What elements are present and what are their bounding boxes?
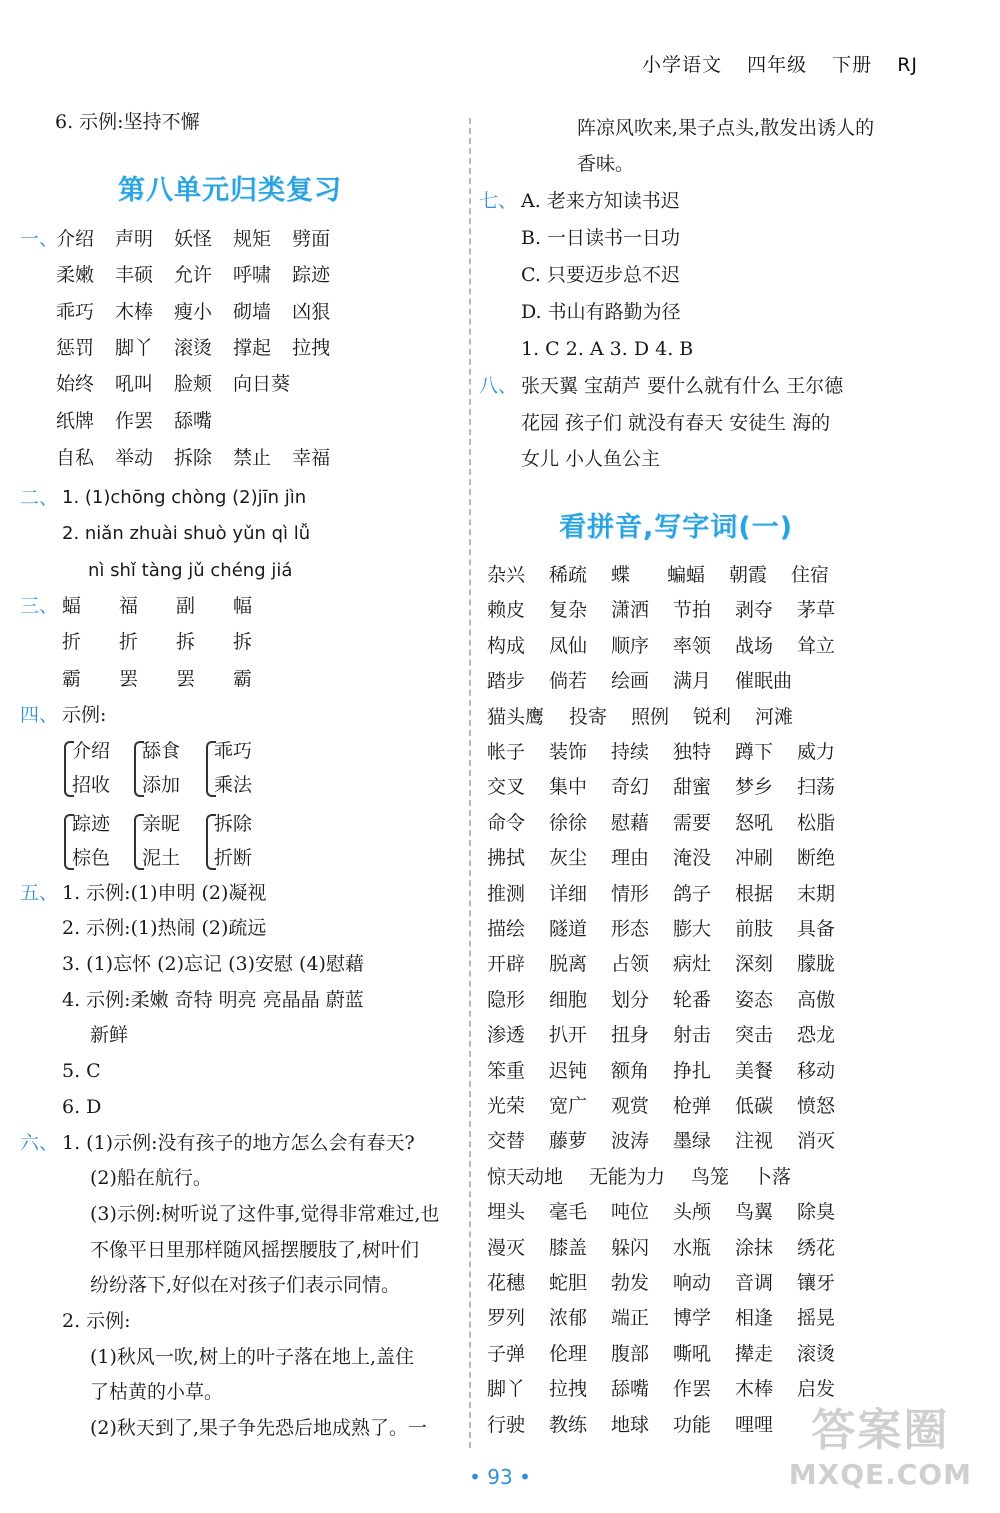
q6-line-6: 2. 示例: xyxy=(62,1310,131,1332)
pinyin-word: 水瓶 xyxy=(673,1237,712,1259)
pinyin-word: 命令 xyxy=(487,812,526,834)
q5-line-6: 6. D xyxy=(62,1096,102,1118)
pinyin-word: 怒吼 xyxy=(735,812,774,834)
pinyin-word: 拉拽 xyxy=(549,1378,588,1400)
q1-word: 踪迹 xyxy=(292,264,331,286)
q4-word: 乘法 xyxy=(214,774,253,796)
q1-word: 纸牌 xyxy=(56,410,95,432)
pinyin-word: 墨绿 xyxy=(673,1130,712,1152)
pinyin-word: 率领 xyxy=(673,635,712,657)
pinyin-word: 根据 xyxy=(735,883,774,905)
pinyin-word: 漫灭 xyxy=(487,1237,526,1259)
q5-line-5: 5. C xyxy=(62,1060,101,1082)
q4-intro: 示例: xyxy=(62,704,107,726)
pinyin-word: 行驶 xyxy=(487,1414,526,1436)
q6-line-1: 1. (1)示例:没有孩子的地方怎么会有春天? xyxy=(62,1132,415,1154)
q6-line-9: (2)秋天到了,果子争先恐后地成熟了。一 xyxy=(90,1417,427,1439)
pinyin-word: 开辟 xyxy=(487,953,526,975)
pinyin-word: 河滩 xyxy=(755,706,794,728)
section-title-pinyin-words: 看拼音,写字词(一) xyxy=(559,512,793,543)
question-label-6: 六、 xyxy=(20,1132,59,1154)
pinyin-word: 鸽子 xyxy=(673,883,712,905)
q7-line-5: 1. C 2. A 3. D 4. B xyxy=(521,338,694,360)
q4-word: 添加 xyxy=(142,774,181,796)
pinyin-word: 高傲 xyxy=(797,989,836,1011)
question-label-7: 七、 xyxy=(479,190,518,212)
continuation-line-2: 香味。 xyxy=(577,153,635,175)
question-label-3: 三、 xyxy=(20,595,59,617)
pinyin-word: 藤萝 xyxy=(549,1130,588,1152)
pinyin-word: 持续 xyxy=(611,741,650,763)
q6-line-8: 了枯黄的小草。 xyxy=(90,1381,224,1403)
pinyin-word: 博学 xyxy=(673,1307,712,1329)
pinyin-word: 朝霞 xyxy=(729,564,768,586)
pinyin-word: 奇幻 xyxy=(611,776,650,798)
q1-word: 惩罚 xyxy=(56,337,95,359)
pinyin-word: 前肢 xyxy=(735,918,774,940)
q3-char: 罢 xyxy=(119,668,139,690)
q1-word: 允许 xyxy=(174,264,213,286)
pinyin-word: 突击 xyxy=(735,1024,774,1046)
q1-word: 向日葵 xyxy=(233,373,291,395)
q4-word: 泥土 xyxy=(142,847,181,869)
q4-word: 棕色 xyxy=(72,847,111,869)
q5-line-1: 1. 示例:(1)申明 (2)凝视 xyxy=(62,882,267,904)
pinyin-word: 冲刷 xyxy=(735,847,774,869)
pinyin-word: 光荣 xyxy=(487,1095,526,1117)
q1-word: 拉拽 xyxy=(292,337,331,359)
q1-row xyxy=(56,407,233,435)
q1-word: 自私 xyxy=(56,447,95,469)
pinyin-word: 深刻 xyxy=(735,953,774,975)
question-label-4: 四、 xyxy=(20,704,59,726)
pinyin-word: 扫荡 xyxy=(797,776,836,798)
pinyin-word: 伦理 xyxy=(549,1343,588,1365)
section-title-unit8: 第八单元归类复习 xyxy=(118,175,342,206)
q3-char: 霸 xyxy=(62,668,82,690)
q4-word: 踪迹 xyxy=(72,813,111,835)
pinyin-word: 消灭 xyxy=(797,1130,836,1152)
pinyin-word: 镶牙 xyxy=(797,1272,836,1294)
pinyin-word: 猫头鹰 xyxy=(487,706,545,728)
pinyin-word: 摇晃 xyxy=(797,1307,836,1329)
q1-word: 舔嘴 xyxy=(174,410,213,432)
q1-row xyxy=(56,225,351,253)
pinyin-word: 装饰 xyxy=(549,741,588,763)
pinyin-word: 茅草 xyxy=(797,599,836,621)
q1-word: 呼啸 xyxy=(233,264,272,286)
pinyin-word: 交叉 xyxy=(487,776,526,798)
q5-line-2: 2. 示例:(1)热闹 (2)疏远 xyxy=(62,917,267,939)
pinyin-word: 松脂 xyxy=(797,812,836,834)
pinyin-word: 额角 xyxy=(611,1060,650,1082)
q1-row xyxy=(56,298,351,326)
answer-item-6: 6. 示例:坚持不懈 xyxy=(55,111,200,133)
pinyin-word: 相逢 xyxy=(735,1307,774,1329)
q5-line-4: 4. 示例:柔嫩 奇特 明亮 亮晶晶 蔚蓝 xyxy=(62,989,364,1011)
page-number: • 93 • xyxy=(469,1465,531,1489)
q4-word: 舔食 xyxy=(142,740,181,762)
q1-word: 丰硕 xyxy=(115,264,154,286)
pinyin-word: 蝶 xyxy=(611,564,631,586)
pinyin-word: 哩哩 xyxy=(735,1414,774,1436)
q1-word: 劈面 xyxy=(292,228,331,250)
pinyin-word: 蹲下 xyxy=(735,741,774,763)
pinyin-word: 需要 xyxy=(673,812,712,834)
pinyin-word: 甜蜜 xyxy=(673,776,712,798)
pinyin-word: 腹部 xyxy=(611,1343,650,1365)
pinyin-word: 头颅 xyxy=(673,1201,712,1223)
pinyin-word: 满月 xyxy=(673,670,712,692)
pinyin-word: 细胞 xyxy=(549,989,588,1011)
watermark-logo xyxy=(789,1394,972,1491)
q1-row xyxy=(56,370,311,398)
pinyin-word: 教练 xyxy=(549,1414,588,1436)
pinyin-word: 笨重 xyxy=(487,1060,526,1082)
q6-line-4: 不像平日里那样随风摇摆腰肢了,树叶们 xyxy=(90,1239,420,1261)
q1-word: 举动 xyxy=(115,447,154,469)
q5-line-3: 3. (1)忘怀 (2)忘记 (3)安慰 (4)慰藉 xyxy=(62,953,364,975)
pinyin-word: 宽广 xyxy=(549,1095,588,1117)
q3-char: 幅 xyxy=(233,595,253,617)
q2-line-3: nì shǐ tàng jǔ chéng jiá xyxy=(88,560,293,581)
pinyin-word: 埋头 xyxy=(487,1201,526,1223)
pinyin-word: 浓郁 xyxy=(549,1307,588,1329)
pinyin-word: 膝盖 xyxy=(549,1237,588,1259)
pinyin-word: 吨位 xyxy=(611,1201,650,1223)
q4-word: 拆除 xyxy=(214,813,253,835)
q3-char: 拆 xyxy=(233,631,253,653)
header-subject: 小学语文 xyxy=(642,54,723,76)
pinyin-word: 朦胧 xyxy=(797,953,836,975)
pinyin-word: 无能为力 xyxy=(589,1166,666,1188)
pinyin-word: 膨大 xyxy=(673,918,712,940)
pinyin-word: 锐利 xyxy=(693,706,732,728)
q7-line-4: D. 书山有路勤为径 xyxy=(521,301,681,323)
pinyin-word: 照例 xyxy=(631,706,670,728)
pinyin-word: 迟钝 xyxy=(549,1060,588,1082)
pinyin-word: 拂拭 xyxy=(487,847,526,869)
pinyin-word: 占领 xyxy=(611,953,650,975)
q1-word: 瘦小 xyxy=(174,301,213,323)
pinyin-word: 除臭 xyxy=(797,1201,836,1223)
q8-line-1: 张天翼 宝葫芦 要什么就有什么 王尔德 xyxy=(521,375,844,397)
pinyin-word: 移动 xyxy=(797,1060,836,1082)
pinyin-word: 绣花 xyxy=(797,1237,836,1259)
pinyin-word: 美餐 xyxy=(735,1060,774,1082)
q1-word: 乖巧 xyxy=(56,301,95,323)
pinyin-word: 划分 xyxy=(611,989,650,1011)
pinyin-word: 扒开 xyxy=(549,1024,588,1046)
pinyin-word: 射击 xyxy=(673,1024,712,1046)
q1-word: 幸福 xyxy=(292,447,331,469)
pinyin-word: 耸立 xyxy=(797,635,836,657)
q1-word: 禁止 xyxy=(233,447,272,469)
q3-row xyxy=(62,665,290,693)
pinyin-word: 脱离 xyxy=(549,953,588,975)
pinyin-word: 梦乡 xyxy=(735,776,774,798)
header-term: 下册 xyxy=(832,54,873,76)
pinyin-word: 剥夺 xyxy=(735,599,774,621)
q1-word: 撑起 xyxy=(233,337,272,359)
q6-line-5: 纷纷落下,好似在对孩子们表示同情。 xyxy=(90,1274,401,1296)
q6-line-3: (3)示例:树听说了这件事,觉得非常难过,也 xyxy=(90,1203,440,1225)
q7-line-1: A. 老来方知读书迟 xyxy=(521,190,680,212)
q8-line-2: 花园 孩子们 就没有春天 安徒生 海的 xyxy=(521,412,831,434)
pinyin-word: 枪弹 xyxy=(673,1095,712,1117)
pinyin-word: 子弹 xyxy=(487,1343,526,1365)
pinyin-word: 勃发 xyxy=(611,1272,650,1294)
pinyin-word: 启发 xyxy=(797,1378,836,1400)
pinyin-word: 战场 xyxy=(735,635,774,657)
q3-char: 罢 xyxy=(176,668,196,690)
pinyin-word: 隐形 xyxy=(487,989,526,1011)
pinyin-word: 节拍 xyxy=(673,599,712,621)
pinyin-word: 慰藉 xyxy=(611,812,650,834)
pinyin-word: 催眠曲 xyxy=(735,670,793,692)
pinyin-word: 蛇胆 xyxy=(549,1272,588,1294)
q8-line-3: 女儿 小人鱼公主 xyxy=(521,448,661,470)
pinyin-word: 鸟翼 xyxy=(735,1201,774,1223)
q1-row xyxy=(56,444,351,472)
pinyin-word: 花穗 xyxy=(487,1272,526,1294)
pinyin-word: 低碳 xyxy=(735,1095,774,1117)
pinyin-word: 轮番 xyxy=(673,989,712,1011)
q4-word: 招收 xyxy=(72,774,111,796)
q1-word: 拆除 xyxy=(174,447,213,469)
q1-word: 脸颊 xyxy=(174,373,213,395)
q1-word: 作罢 xyxy=(115,410,154,432)
q3-char: 拆 xyxy=(176,631,196,653)
q1-word: 介绍 xyxy=(56,228,95,250)
q3-row xyxy=(62,592,290,620)
q5-line-4b: 新鲜 xyxy=(90,1024,129,1046)
pinyin-word: 渗透 xyxy=(487,1024,526,1046)
pinyin-word: 作罢 xyxy=(673,1378,712,1400)
pinyin-word: 病灶 xyxy=(673,953,712,975)
question-label-8: 八、 xyxy=(479,375,518,397)
question-label-2: 二、 xyxy=(20,487,59,509)
pinyin-word: 描绘 xyxy=(487,918,526,940)
pinyin-word: 响动 xyxy=(673,1272,712,1294)
q1-word: 始终 xyxy=(56,373,95,395)
pinyin-word: 涂抹 xyxy=(735,1237,774,1259)
q3-char: 福 xyxy=(119,595,139,617)
pinyin-word: 淹没 xyxy=(673,847,712,869)
question-label-1: 一、 xyxy=(20,228,59,250)
q3-char: 折 xyxy=(119,631,139,653)
q1-word: 滚烫 xyxy=(174,337,213,359)
pinyin-word: 地球 xyxy=(611,1414,650,1436)
pinyin-word: 注视 xyxy=(735,1130,774,1152)
pinyin-word: 卜落 xyxy=(753,1166,792,1188)
q3-char: 蝠 xyxy=(62,595,82,617)
q1-word: 柔嫩 xyxy=(56,264,95,286)
q7-line-2: B. 一日读书一日功 xyxy=(521,227,681,249)
q3-char: 霸 xyxy=(233,668,253,690)
pinyin-word: 末期 xyxy=(797,883,836,905)
pinyin-word: 挣扎 xyxy=(673,1060,712,1082)
pinyin-word: 推测 xyxy=(487,883,526,905)
pinyin-word: 构成 xyxy=(487,635,526,657)
pinyin-word: 罗列 xyxy=(487,1307,526,1329)
header-grade: 四年级 xyxy=(747,54,808,76)
q2-line-1: 1. (1)chōng chòng (2)jīn jìn xyxy=(62,487,307,508)
q1-word: 砌墙 xyxy=(233,301,272,323)
pinyin-word: 复杂 xyxy=(549,599,588,621)
pinyin-word: 扭身 xyxy=(611,1024,650,1046)
pinyin-word: 愤怒 xyxy=(797,1095,836,1117)
q3-char: 折 xyxy=(62,631,82,653)
pinyin-word: 木棒 xyxy=(735,1378,774,1400)
q4-word: 乖巧 xyxy=(214,740,253,762)
pinyin-word: 徐徐 xyxy=(549,812,588,834)
pinyin-word: 理由 xyxy=(611,847,650,869)
pinyin-word: 蝙蝠 xyxy=(667,564,706,586)
page-header xyxy=(624,50,918,77)
pinyin-word: 观赏 xyxy=(611,1095,650,1117)
pinyin-word: 躲闪 xyxy=(611,1237,650,1259)
pinyin-word: 撵走 xyxy=(735,1343,774,1365)
watermark-line-2: MXQE.COM xyxy=(788,1458,972,1491)
pinyin-word: 杂兴 xyxy=(487,564,526,586)
header-edition: RJ xyxy=(897,54,918,76)
q2-line-2: 2. niǎn zhuài shuò yǔn qì lǚ xyxy=(62,523,311,544)
pinyin-word: 舔嘴 xyxy=(611,1378,650,1400)
pinyin-word: 脚丫 xyxy=(487,1378,526,1400)
q4-word: 亲昵 xyxy=(142,813,181,835)
pinyin-word: 独特 xyxy=(673,741,712,763)
q1-row xyxy=(56,334,351,362)
pinyin-word: 投寄 xyxy=(569,706,608,728)
pinyin-word: 潇洒 xyxy=(611,599,650,621)
q1-word: 凶狠 xyxy=(292,301,331,323)
pinyin-word: 交替 xyxy=(487,1130,526,1152)
pinyin-word: 帐子 xyxy=(487,741,526,763)
pinyin-word: 形态 xyxy=(611,918,650,940)
pinyin-word: 详细 xyxy=(549,883,588,905)
pinyin-word: 凤仙 xyxy=(549,635,588,657)
pinyin-word: 绘画 xyxy=(611,670,650,692)
pinyin-word: 滚烫 xyxy=(797,1343,836,1365)
q1-word: 木棒 xyxy=(115,301,154,323)
pinyin-word: 住宿 xyxy=(791,564,830,586)
continuation-line-1: 阵凉风吹来,果子点头,散发出诱人的 xyxy=(577,117,875,139)
column-divider xyxy=(469,118,471,1448)
pinyin-word: 赖皮 xyxy=(487,599,526,621)
pinyin-word: 灰尘 xyxy=(549,847,588,869)
q3-char: 副 xyxy=(176,595,196,617)
q1-row xyxy=(56,261,351,289)
pinyin-word: 端正 xyxy=(611,1307,650,1329)
pinyin-word: 隧道 xyxy=(549,918,588,940)
pinyin-word: 惊天动地 xyxy=(487,1166,564,1188)
pinyin-word: 毫毛 xyxy=(549,1201,588,1223)
pinyin-word: 情形 xyxy=(611,883,650,905)
pinyin-word: 倘若 xyxy=(549,670,588,692)
watermark-line-1: 答案圈 xyxy=(811,1405,950,1456)
pinyin-word: 踏步 xyxy=(487,670,526,692)
q1-word: 规矩 xyxy=(233,228,272,250)
q7-line-3: C. 只要迈步总不迟 xyxy=(521,264,680,286)
q6-line-2: (2)船在航行。 xyxy=(90,1167,212,1189)
pinyin-word: 嘶吼 xyxy=(673,1343,712,1365)
q6-line-7: (1)秋风一吹,树上的叶子落在地上,盖住 xyxy=(90,1346,414,1368)
pinyin-word: 音调 xyxy=(735,1272,774,1294)
pinyin-word: 鸟笼 xyxy=(691,1166,730,1188)
q3-row xyxy=(62,628,290,656)
pinyin-word: 顺序 xyxy=(611,635,650,657)
pinyin-word: 稀疏 xyxy=(549,564,588,586)
pinyin-word: 姿态 xyxy=(735,989,774,1011)
q1-word: 脚丫 xyxy=(115,337,154,359)
pinyin-word: 断绝 xyxy=(797,847,836,869)
pinyin-word: 功能 xyxy=(673,1414,712,1436)
pinyin-word: 具备 xyxy=(797,918,836,940)
q1-word: 声明 xyxy=(115,228,154,250)
question-label-5: 五、 xyxy=(20,882,59,904)
q1-word: 妖怪 xyxy=(174,228,213,250)
q4-word: 介绍 xyxy=(72,740,111,762)
q4-word: 折断 xyxy=(214,847,253,869)
q1-word: 吼叫 xyxy=(115,373,154,395)
pinyin-word: 波涛 xyxy=(611,1130,650,1152)
pinyin-word: 恐龙 xyxy=(797,1024,836,1046)
pinyin-word: 集中 xyxy=(549,776,588,798)
pinyin-word: 威力 xyxy=(797,741,836,763)
